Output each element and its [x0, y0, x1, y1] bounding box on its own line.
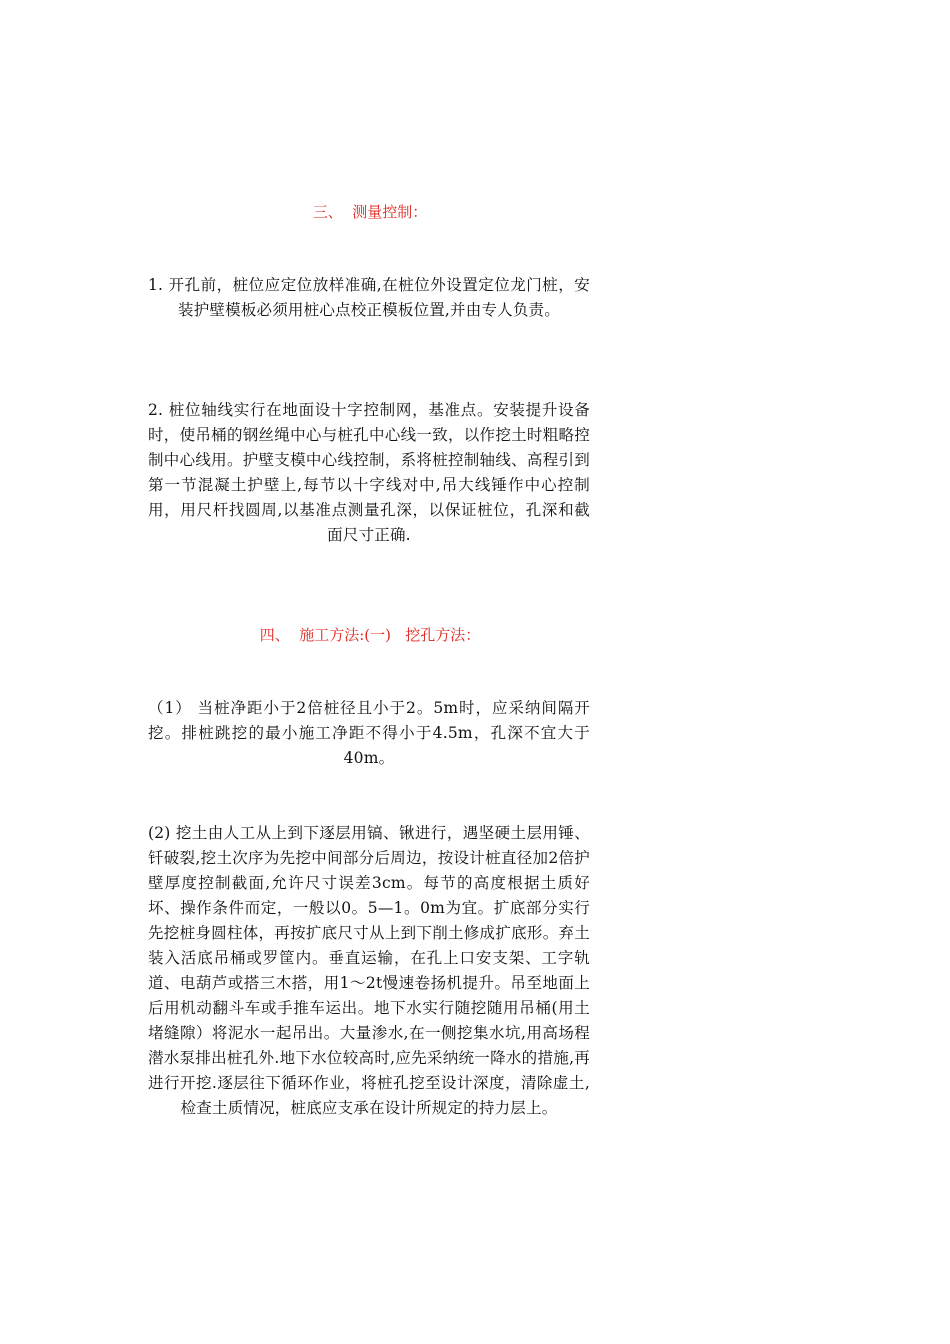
section-3-paragraph-1: 1. 开孔前，桩位应定位放样准确,在桩位外设置定位龙门桩，安装护壁模板必须用桩心点校正模板位置,并由专人负责。: [148, 276, 590, 319]
section-3-paragraph-2: 2. 桩位轴线实行在地面设十字控制网，基准点。安装提升设备时，使吊桶的钢丝绳中心与桩孔中心线一致，以作挖土时粗略控制中心线用。护壁支模中心线控制，系将桩控制轴线、高程引到第一节混凝土护壁上,每节以十字线对中,吊大线锤作中心控制用，用尺杆找圆周,以基准点测量孔深，以保证桩位，孔深和截面尺寸正确.: [148, 401, 590, 544]
section-4-paragraph-2: (2) 挖土由人工从上到下逐层用镐、锹进行，遇坚硬土层用锤、钎破裂,挖土次序为先挖中间部分后周边，按设计桩直径加2倍护壁厚度控制截面,允许尺寸误差3cm。每节的高度根据土质好坏、操作条件而定，一般以0。5—1。0m为宜。扩底部分实行先挖桩身圆柱体，再按扩底尺寸从上到下削土修成扩底形。弃土装入活底吊桶或罗筐内。垂直运输，在孔上口安支架、工字轨道、电葫芦或搭三木搭，用1～2t慢速卷扬机提升。吊至地面上后用机动翻斗车或手推车运出。地下水实行随挖随用吊桶(用土堵缝隙）将泥水一起吊出。大量渗水,在一侧挖集水坑,用高场程潜水泵排出桩孔外.地下水位较高时,应先采纳统一降水的措施,再进行开挖.逐层往下循环作业，将桩孔挖至设计深度，清除虚土,检查土质情况，桩底应支承在设计所规定的持力层上。: [148, 824, 590, 1117]
section-4-heading: 四、 施工方法:(一) 挖孔方法：: [259, 626, 481, 644]
section-3-heading: 三、 测量控制：: [312, 203, 428, 221]
section-4-paragraph-1: （1） 当桩净距小于2倍桩径且小于2。5m时，应采纳间隔开挖。排桩跳挖的最小施工净距不得小于4.5m，孔深不宜大于40m。: [148, 699, 590, 767]
